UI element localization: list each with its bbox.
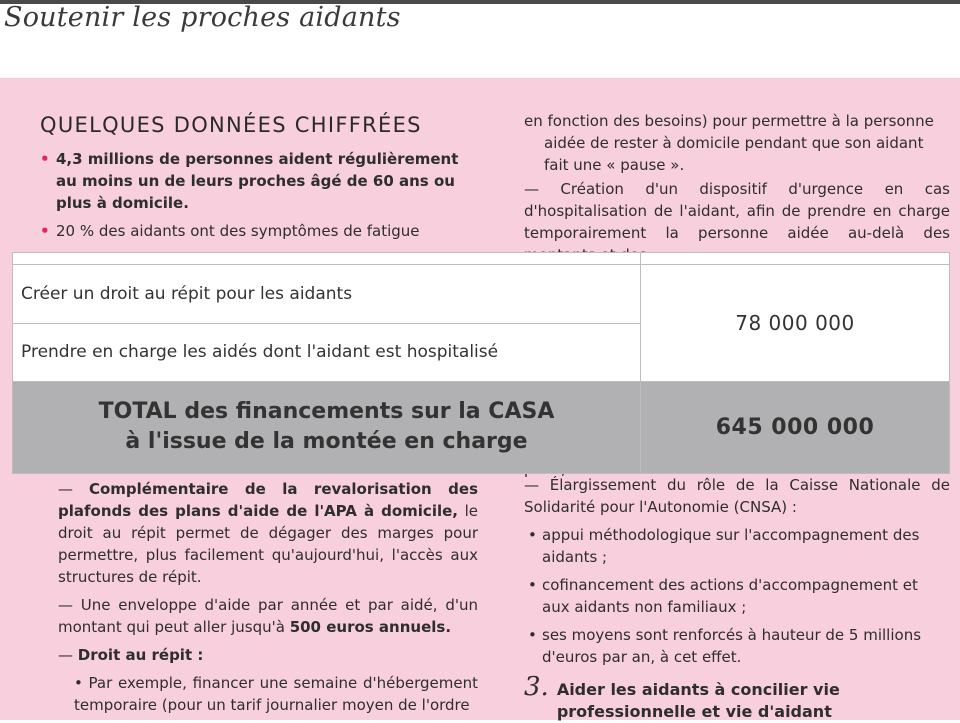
right-bottom-column xyxy=(524,466,950,720)
funding-table xyxy=(12,252,950,474)
total-amount: 645 000 000 xyxy=(641,381,950,473)
table-cell xyxy=(641,253,950,265)
bold-text: Complémentaire de la revalorisation des plafonds des plans d'aide de l'APA à domicile, xyxy=(58,480,478,520)
right-para-1-line-2: aidée de rester à domicile pendant que son aidant xyxy=(544,134,924,152)
left-para-droit-repit xyxy=(58,644,478,666)
row-label-droit-repit: Créer un droit au répit pour les aidants xyxy=(13,265,641,323)
right-para-1 xyxy=(524,110,950,176)
left-para-exemple: • Par exemple, financer une semaine d'hébergement temporaire (pour un tarif journalier moyen de l'ordre xyxy=(74,674,478,714)
left-top-column xyxy=(40,112,484,252)
bold-text: Droit au répit : xyxy=(77,646,204,664)
table-row xyxy=(13,253,950,265)
total-label xyxy=(13,381,641,473)
table-total-row xyxy=(13,381,950,473)
funding-table-grid xyxy=(12,252,950,474)
right-para-cnsa: — Élargissement du rôle de la Caisse Nationale de Solidarité pour l'Autonomie (CNSA) : xyxy=(524,476,950,516)
left-bottom-column xyxy=(58,478,478,720)
section-3-heading xyxy=(524,672,950,723)
bold-text: 500 euros annuels. xyxy=(289,618,452,636)
right-para-1-line-3: fait une « pause ». xyxy=(544,156,685,174)
data-bullet-2: • 20 % des aidants ont des symptômes de fatigue xyxy=(40,220,484,242)
data-bullet-1: • 4,3 millions de personnes aident régulièrement au moins un de leurs proches âgé de 60 ans ou plus à domicile. xyxy=(40,148,484,214)
right-top-column xyxy=(524,110,950,252)
left-para-plafonds xyxy=(58,478,478,588)
table-row xyxy=(13,265,950,323)
right-para-1-line-1: en fonction des besoins) pour permettre à la personne xyxy=(524,112,934,130)
right-para-2: — Création d'un dispositif d'urgence en cas d'hospitalisation de l'aidant, afin de prendre en charge temporairement la personne aidée au-delà des xyxy=(524,180,950,242)
left-para-enveloppe xyxy=(58,594,478,638)
cnsa-item-3: • ses moyens sont renforcés à hauteur de 5 millions d'euros par an, à cet effet. xyxy=(524,624,950,668)
cnsa-item-2: • cofinancement des actions d'accompagnement et aux aidants non familiaux ; xyxy=(524,574,950,618)
page-title: Soutenir les proches aidants xyxy=(4,2,401,33)
total-label-line-1: TOTAL des financements sur la CASA xyxy=(98,399,555,425)
dash: — xyxy=(58,480,89,498)
total-label-line-2: à l'issue de la montée en charge xyxy=(125,429,528,455)
body-text: le droit au répit permet de dégager des marges pour permettre, plus facilement qu'aujourd'hui, l'accès aux structures de répit. xyxy=(58,502,478,586)
table-cell xyxy=(13,253,641,265)
cnsa-item-1: • appui méthodologique sur l'accompagnement des aidants ; xyxy=(524,524,950,568)
body-text: — Une enveloppe d'aide par année et par aidé, d'un montant qui peut aller jusqu'à xyxy=(58,596,478,636)
section-heading: QUELQUES DONNÉES CHIFFRÉES xyxy=(40,113,422,137)
section-number: 3. xyxy=(524,672,549,702)
merged-amount-cell: 78 000 000 xyxy=(641,265,950,382)
section-3-title: Aider les aidants à concilier vie professionnelle et vie d'aidant xyxy=(556,680,840,721)
row-label-hospitalisation: Prendre en charge les aidés dont l'aidant est hospitalisé xyxy=(13,323,641,381)
dash: — xyxy=(58,646,78,664)
